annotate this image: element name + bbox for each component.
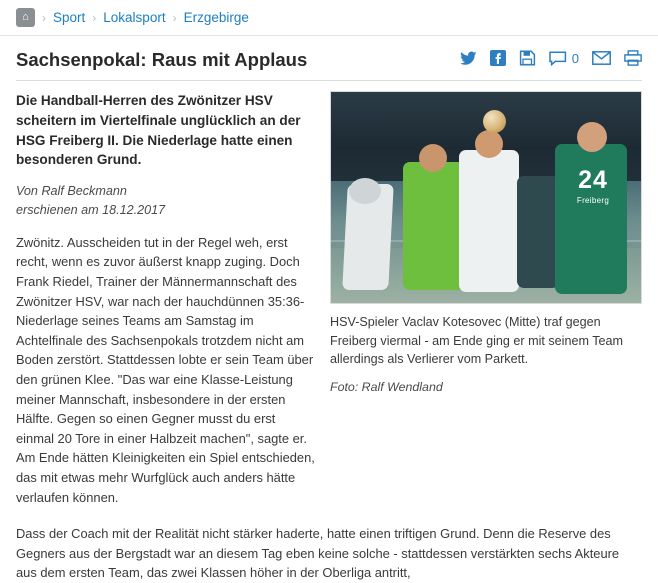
article-byline [16, 182, 316, 220]
breadcrumb-separator-1: › [92, 10, 97, 25]
photo-handball [483, 110, 506, 133]
save-icon[interactable] [519, 50, 536, 66]
photo-player-white-left-head [349, 178, 381, 204]
page-title: Sachsenpokal: Raus mit Applaus [16, 49, 308, 70]
home-icon[interactable]: ⌂ [16, 8, 35, 27]
photo-jersey-name: Freiberg [576, 196, 610, 206]
photo-player-foreground-head [577, 122, 607, 152]
article-text-column [16, 91, 316, 520]
share-bar [460, 50, 642, 66]
header-divider [16, 80, 642, 81]
photo-caption: HSV-Spieler Vaclav Kotesovec (Mitte) traf gegen Freiberg viermal - am Ende ging er mit seinem Team allerdings als Verlierer vom Parkett. [330, 315, 624, 367]
publish-date: erschienen am 18.12.2017 [16, 202, 166, 217]
breadcrumb-item-erzgebirge[interactable]: Erzgebirge [183, 10, 249, 25]
photo-player-dark [517, 176, 559, 288]
photo-credit: Foto: Ralf Wendland [330, 380, 443, 394]
article-closing-paragraph: Dass der Coach mit der Realität nicht stärker haderte, hatte einen triftigen Grund. Denn die Reserve des Gegners aus der Bergstadt war an diesem Tag eben keine solche - stattdessen verstärkten sechs Akteure aus dem ersten Team, das zwei Klassen höher in der Oberliga antritt, [16, 526, 620, 581]
breadcrumb-item-lokalsport[interactable]: Lokalsport [103, 10, 166, 25]
breadcrumb [0, 0, 658, 36]
breadcrumb-separator-2: › [172, 10, 177, 25]
comment-button[interactable] [549, 51, 579, 66]
headline-row [16, 46, 642, 71]
mail-icon[interactable] [592, 51, 611, 65]
breadcrumb-separator-0: › [42, 10, 46, 25]
author-name: Von Ralf Beckmann [16, 183, 127, 198]
article-media-column [330, 91, 642, 394]
article-photo [330, 91, 642, 304]
photo-player-green-left-head [419, 144, 447, 172]
breadcrumb-item-sport[interactable]: Sport [53, 10, 86, 25]
photo-player-white-center-head [475, 130, 503, 158]
comment-count: 0 [571, 50, 579, 66]
print-icon[interactable] [624, 50, 642, 66]
article-body [16, 91, 642, 520]
facebook-icon[interactable] [490, 50, 506, 66]
twitter-icon[interactable] [460, 51, 477, 66]
photo-player-green-left [403, 162, 465, 290]
photo-jersey-number: 24 [578, 166, 608, 195]
article-lede: Die Handball-Herren des Zwönitzer HSV scheitern im Viertelfinale unglücklich an der HSG Freiberg II. Die Niederlage hatte einen besonderen Grund. [16, 93, 301, 168]
article-closing-section [0, 520, 658, 583]
article-paragraph: Zwönitz. Ausscheiden tut in der Regel weh, erst recht, wenn es zuvor äußerst knapp zuging. Doch Frank Riedel, Trainer der Männermannschaft des Zwönitzer HSV, war nach der hauchdünnen 35:36-Niederlage seines Teams am Samstag im Achtelfinale des Sachsenpokals trotzdem nicht am Boden zerstört. Stattdessen lobte er sein Team über den grünen Klee. "Das war eine Klasse-Leistung meiner Mannschaft, insbesondere in der ersten Hälfte. Gegen so einen Gegner musst du erst einmal 20 Tore in einer Halbzeit machen", sagte er. Am Ende hätten Kleinigkeiten ein Spiel entschieden, das mit etwas mehr Wurfglück auch anders hätte verlaufen können. [16, 234, 315, 505]
photo-player-white-center [459, 150, 519, 292]
